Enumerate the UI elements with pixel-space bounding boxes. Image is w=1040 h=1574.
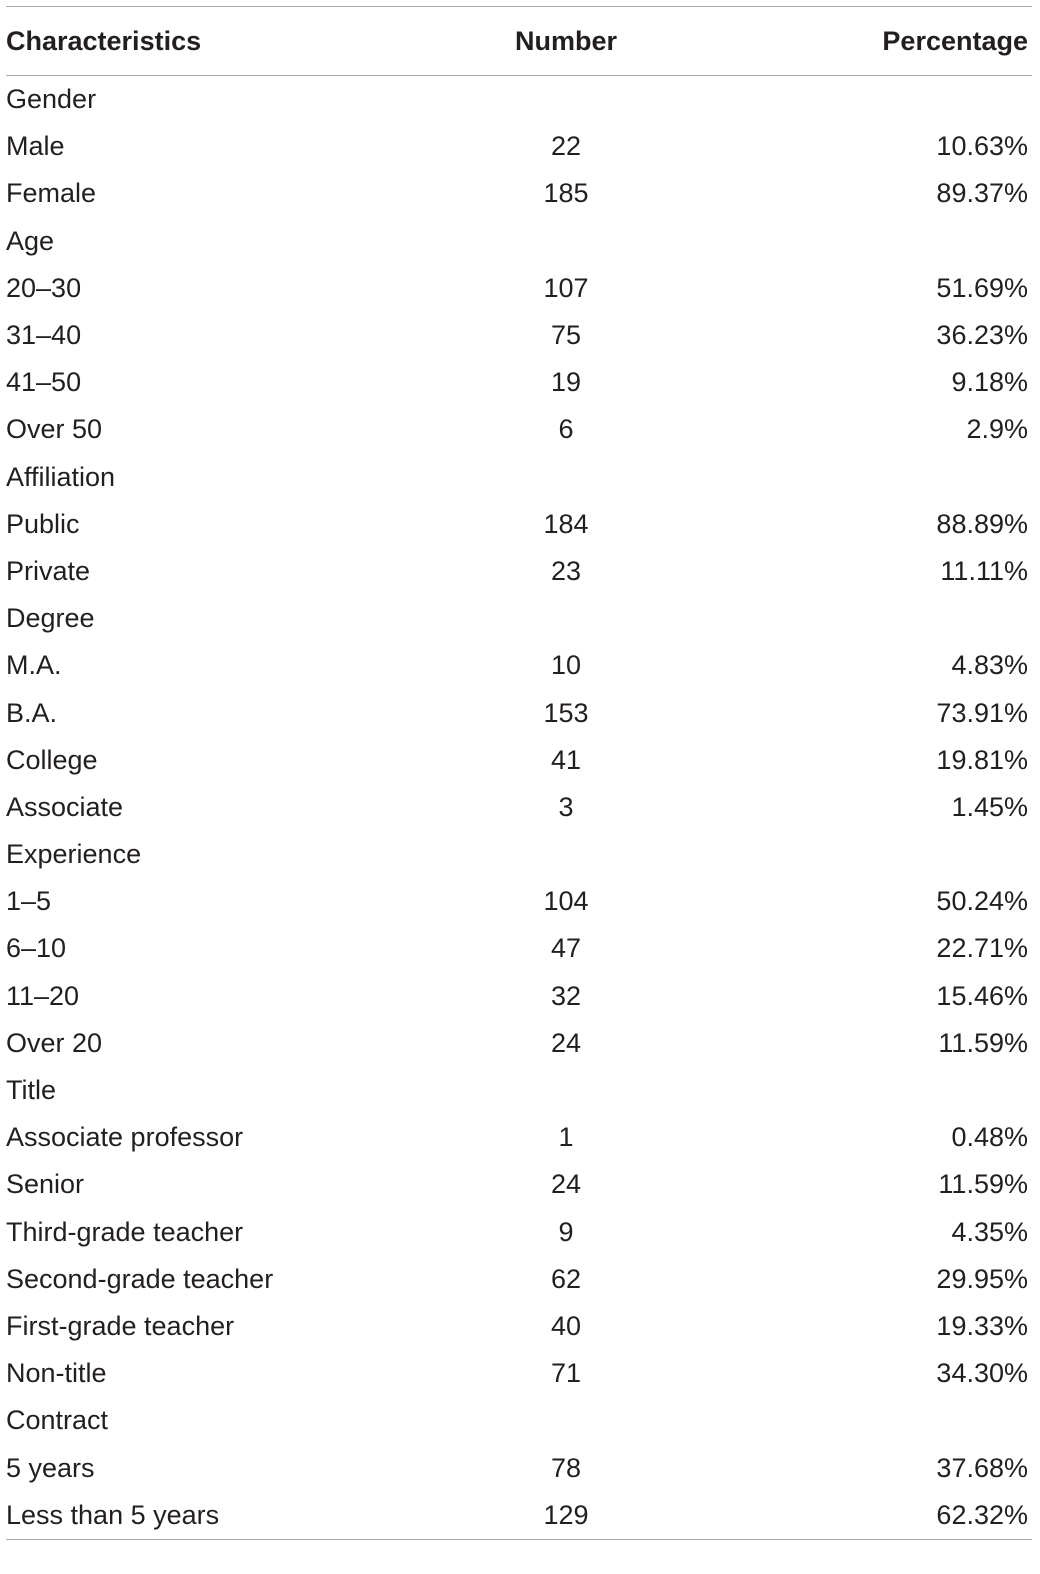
category-label: Affiliation [6, 461, 116, 492]
row-number: 184 [543, 508, 589, 539]
row-number: 40 [550, 1310, 582, 1341]
row-label: Second-grade teacher [6, 1263, 274, 1294]
row-label: First-grade teacher [6, 1310, 235, 1341]
row-number: 24 [550, 1169, 582, 1200]
row-number: 78 [550, 1452, 582, 1483]
row-label: Public [6, 508, 80, 539]
row-number [446, 831, 686, 878]
row-number: 104 [543, 886, 589, 917]
row-percentage: 36.23% [936, 320, 1028, 351]
table-row [6, 312, 1032, 359]
row-percentage [686, 454, 1032, 501]
row-percentage: 29.95% [936, 1263, 1028, 1294]
row-percentage: 0.48% [951, 1122, 1028, 1153]
row-percentage: 37.68% [936, 1452, 1028, 1483]
category-label: Contract [6, 1405, 109, 1436]
row-number: 6 [558, 414, 574, 445]
category-label: Title [6, 1075, 57, 1106]
header-number: Number [514, 25, 617, 56]
table-row [6, 1020, 1032, 1067]
table-row [6, 123, 1032, 170]
row-label: College [6, 744, 98, 775]
row-number: 32 [550, 980, 582, 1011]
table-row [6, 1161, 1032, 1208]
row-number [446, 76, 686, 124]
table-row [6, 265, 1032, 312]
row-percentage: 51.69% [936, 272, 1028, 303]
table-row [6, 170, 1032, 217]
row-number: 47 [550, 933, 582, 964]
table-row [6, 1444, 1032, 1491]
table-row [6, 1492, 1032, 1540]
row-percentage: 11.59% [938, 1027, 1028, 1058]
table-row [6, 973, 1032, 1020]
row-number: 19 [550, 367, 582, 398]
row-percentage: 22.71% [936, 933, 1028, 964]
row-percentage: 73.91% [936, 697, 1028, 728]
category-label: Age [6, 225, 55, 256]
category-label: Gender [6, 84, 97, 115]
row-percentage: 89.37% [936, 178, 1028, 209]
row-number: 129 [543, 1499, 589, 1530]
row-percentage: 88.89% [936, 508, 1028, 539]
row-percentage [686, 595, 1032, 642]
row-percentage: 19.33% [936, 1310, 1028, 1341]
row-label: 5 years [6, 1452, 95, 1483]
row-label: 1–5 [6, 886, 52, 917]
row-label: Over 50 [6, 414, 103, 445]
table-row [6, 1209, 1032, 1256]
row-percentage: 50.24% [936, 886, 1028, 917]
row-percentage [686, 1397, 1032, 1444]
table-row [6, 548, 1032, 595]
row-label: Associate [6, 791, 124, 822]
row-label: Female [6, 178, 97, 209]
row-number [446, 218, 686, 265]
row-label: Male [6, 131, 65, 162]
row-percentage: 4.83% [951, 650, 1028, 681]
table-row [6, 737, 1032, 784]
table-row [6, 1256, 1032, 1303]
table-row [6, 1114, 1032, 1161]
row-number: 9 [558, 1216, 574, 1247]
row-label: 31–40 [6, 320, 82, 351]
row-label: Associate professor [6, 1122, 244, 1153]
row-number [446, 1397, 686, 1444]
row-percentage: 4.35% [951, 1216, 1028, 1247]
table-row [6, 784, 1032, 831]
row-percentage: 9.18% [951, 367, 1028, 398]
row-label: B.A. [6, 697, 58, 728]
row-number: 75 [550, 320, 582, 351]
category-row [6, 1067, 1032, 1114]
table-body [6, 76, 1032, 1540]
header-row [6, 7, 1032, 76]
table-row [6, 406, 1032, 453]
row-percentage: 34.30% [936, 1358, 1028, 1389]
row-label: Senior [6, 1169, 85, 1200]
row-number: 153 [543, 697, 589, 728]
row-percentage: 10.63% [936, 131, 1028, 162]
row-number: 23 [550, 555, 582, 586]
row-percentage: 1.45% [951, 791, 1028, 822]
demographics-table-container [6, 6, 1032, 1540]
category-row [6, 595, 1032, 642]
row-percentage: 11.11% [940, 555, 1028, 586]
table-row [6, 878, 1032, 925]
category-row [6, 454, 1032, 501]
table-row [6, 1350, 1032, 1397]
row-label: 41–50 [6, 367, 82, 398]
category-row [6, 218, 1032, 265]
row-number: 62 [550, 1263, 582, 1294]
row-number: 107 [543, 272, 589, 303]
table-row [6, 642, 1032, 689]
category-label: Experience [6, 839, 142, 870]
table-row [6, 689, 1032, 736]
demographics-table [6, 6, 1032, 1540]
category-row [6, 76, 1032, 124]
row-label: Less than 5 years [6, 1499, 220, 1530]
row-number: 185 [543, 178, 589, 209]
row-percentage [686, 76, 1032, 124]
row-percentage: 19.81% [936, 744, 1028, 775]
row-percentage [686, 1067, 1032, 1114]
table-row [6, 359, 1032, 406]
table-row [6, 1303, 1032, 1350]
category-row [6, 1397, 1032, 1444]
row-number: 22 [550, 131, 582, 162]
row-number: 3 [558, 791, 574, 822]
row-label: 20–30 [6, 272, 82, 303]
row-label: M.A. [6, 650, 62, 681]
row-number: 41 [550, 744, 582, 775]
row-label: Over 20 [6, 1027, 103, 1058]
table-row [6, 925, 1032, 972]
row-percentage: 15.46% [936, 980, 1028, 1011]
row-percentage [686, 831, 1032, 878]
category-row [6, 831, 1032, 878]
row-number: 1 [558, 1122, 574, 1153]
row-number [446, 595, 686, 642]
row-label: Private [6, 555, 91, 586]
category-label: Degree [6, 603, 95, 634]
row-label: 11–20 [6, 980, 80, 1011]
row-label: Third-grade teacher [6, 1216, 244, 1247]
row-number: 71 [550, 1358, 582, 1389]
table-header [6, 7, 1032, 76]
row-number [446, 1067, 686, 1114]
header-characteristics: Characteristics [6, 25, 202, 56]
row-number: 10 [550, 650, 582, 681]
row-percentage: 62.32% [936, 1499, 1028, 1530]
table-row [6, 501, 1032, 548]
row-percentage: 2.9% [966, 414, 1028, 445]
row-label: Non-title [6, 1358, 107, 1389]
header-percentage: Percentage [882, 25, 1028, 56]
row-number: 24 [550, 1027, 582, 1058]
row-number [446, 454, 686, 501]
row-percentage: 11.59% [938, 1169, 1028, 1200]
row-label: 6–10 [6, 933, 67, 964]
row-percentage [686, 218, 1032, 265]
